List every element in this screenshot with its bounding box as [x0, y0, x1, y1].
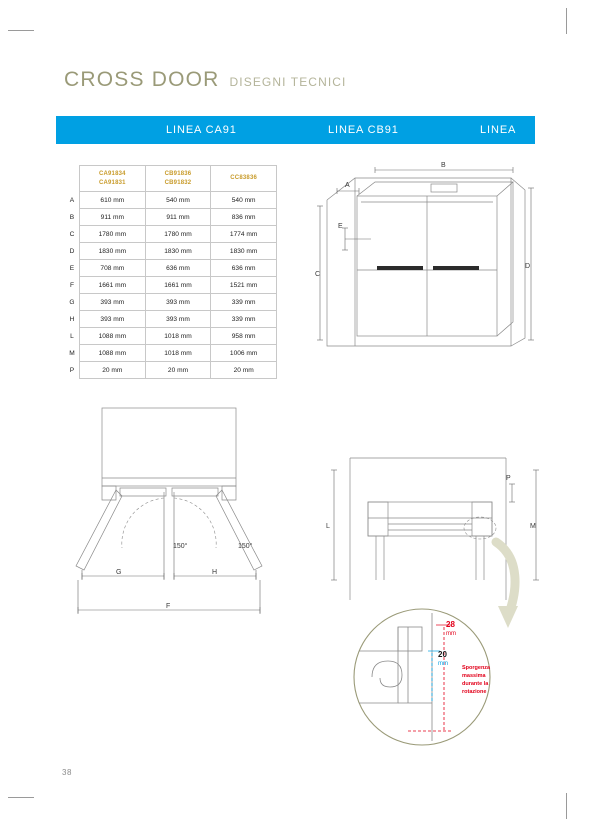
row-value-cc83: 836 mm [211, 209, 277, 226]
row-value-cc83: 1830 mm [211, 243, 277, 260]
detail-dim-28-unit: mm [446, 631, 456, 637]
row-value-cb91: 393 mm [145, 294, 211, 311]
table-body [65, 192, 277, 379]
table-row [65, 226, 277, 243]
spec-table [65, 165, 277, 379]
label-L: L [326, 523, 330, 530]
table-row [65, 260, 277, 277]
table-row [65, 243, 277, 260]
row-value-cc83: 339 mm [211, 311, 277, 328]
row-value-ca91: 1780 mm [80, 226, 146, 243]
row-value-ca91: 911 mm [80, 209, 146, 226]
row-label: D [65, 243, 80, 260]
row-label: A [65, 192, 80, 209]
row-value-cb91: 393 mm [145, 311, 211, 328]
label-angle-right: 150° [238, 543, 253, 550]
row-value-ca91: 708 mm [80, 260, 146, 277]
label-E: E [338, 223, 343, 230]
table-header-ca91-line1: CA91834 [98, 170, 126, 177]
label-D: D [525, 263, 531, 270]
row-value-ca91: 1088 mm [80, 328, 146, 345]
table-row [65, 209, 277, 226]
row-value-ca91: 610 mm [80, 192, 146, 209]
label-angle-left: 150° [173, 543, 188, 550]
row-value-ca91: 393 mm [80, 294, 146, 311]
row-value-ca91: 393 mm [80, 311, 146, 328]
row-value-cb91: 1018 mm [145, 345, 211, 362]
table-header-ca91-line2: CA91831 [98, 179, 126, 186]
row-label: G [65, 294, 80, 311]
row-value-cb91: 1830 mm [145, 243, 211, 260]
table-header-ca91 [80, 166, 146, 192]
drawing-front-iso [315, 158, 535, 373]
table-header-row [65, 166, 277, 192]
crop-mark-bottom-left [8, 797, 34, 798]
detail-note-line-1: Sporgenza [462, 665, 491, 671]
row-value-cb91: 1661 mm [145, 277, 211, 294]
row-value-cc83: 1006 mm [211, 345, 277, 362]
row-value-cb91: 911 mm [145, 209, 211, 226]
table-row [65, 192, 277, 209]
page-title [64, 68, 346, 92]
row-value-cc83: 636 mm [211, 260, 277, 277]
page-number: 38 [62, 768, 72, 777]
detail-dim-20-value: 20 [438, 650, 447, 659]
row-value-cc83: 339 mm [211, 294, 277, 311]
linea-ca91-label: LINEA CA91 [166, 124, 237, 136]
table-header-cb91 [145, 166, 211, 192]
detail-dim-28-value: 28 [446, 620, 455, 629]
table-row [65, 294, 277, 311]
row-value-cc83: 1774 mm [211, 226, 277, 243]
table-header-cc83 [211, 166, 277, 192]
linea-cb91-label: LINEA CB91 [328, 124, 399, 136]
row-label: M [65, 345, 80, 362]
row-value-ca91: 20 mm [80, 362, 146, 379]
label-F: F [166, 603, 171, 610]
row-value-cb91: 636 mm [145, 260, 211, 277]
label-G: G [116, 569, 122, 576]
label-M: M [530, 523, 536, 530]
drawing-top-plan [60, 400, 280, 630]
row-value-cc83: 540 mm [211, 192, 277, 209]
row-value-cb91: 1780 mm [145, 226, 211, 243]
table-row [65, 311, 277, 328]
page-title-main: CROSS DOOR [64, 68, 220, 91]
row-value-cb91: 20 mm [145, 362, 211, 379]
table-header-blank [65, 166, 80, 192]
label-C: C [315, 271, 321, 278]
row-value-ca91: 1088 mm [80, 345, 146, 362]
table-header-cb91-line1: CB91836 [164, 170, 192, 177]
linea-bar [56, 116, 535, 164]
crop-mark-top-right [566, 8, 567, 34]
row-value-cb91: 540 mm [145, 192, 211, 209]
table-row [65, 362, 277, 379]
table-row [65, 277, 277, 294]
label-A: A [345, 182, 350, 189]
label-B: B [441, 162, 446, 169]
row-label: F [65, 277, 80, 294]
linea-cc83-label: LINEA CC83 [480, 124, 516, 164]
row-label: L [65, 328, 80, 345]
detail-note-line-2: massima [462, 673, 486, 679]
label-P: P [506, 475, 511, 482]
drawing-detail-callout [312, 607, 532, 747]
row-label: C [65, 226, 80, 243]
page-title-sub: DISEGNI TECNICI [229, 75, 347, 89]
row-value-cc83: 20 mm [211, 362, 277, 379]
detail-note-line-4: rotazione [462, 689, 487, 695]
table-row [65, 345, 277, 362]
label-H: H [212, 569, 218, 576]
table-header-cb91-line2: CB91832 [164, 179, 192, 186]
row-value-ca91: 1661 mm [80, 277, 146, 294]
crop-mark-bottom-right [566, 793, 567, 819]
row-label: B [65, 209, 80, 226]
detail-note-line-3: durante la [462, 681, 489, 687]
row-value-cc83: 958 mm [211, 328, 277, 345]
row-value-cb91: 1018 mm [145, 328, 211, 345]
row-label: P [65, 362, 80, 379]
row-value-cc83: 1521 mm [211, 277, 277, 294]
crop-mark-top-left [8, 30, 34, 31]
detail-dim-20-unit: mm [438, 661, 448, 667]
row-label: E [65, 260, 80, 277]
table-row [65, 328, 277, 345]
row-value-ca91: 1830 mm [80, 243, 146, 260]
row-label: H [65, 311, 80, 328]
table-header-cc83-line1: CC83836 [230, 175, 258, 182]
